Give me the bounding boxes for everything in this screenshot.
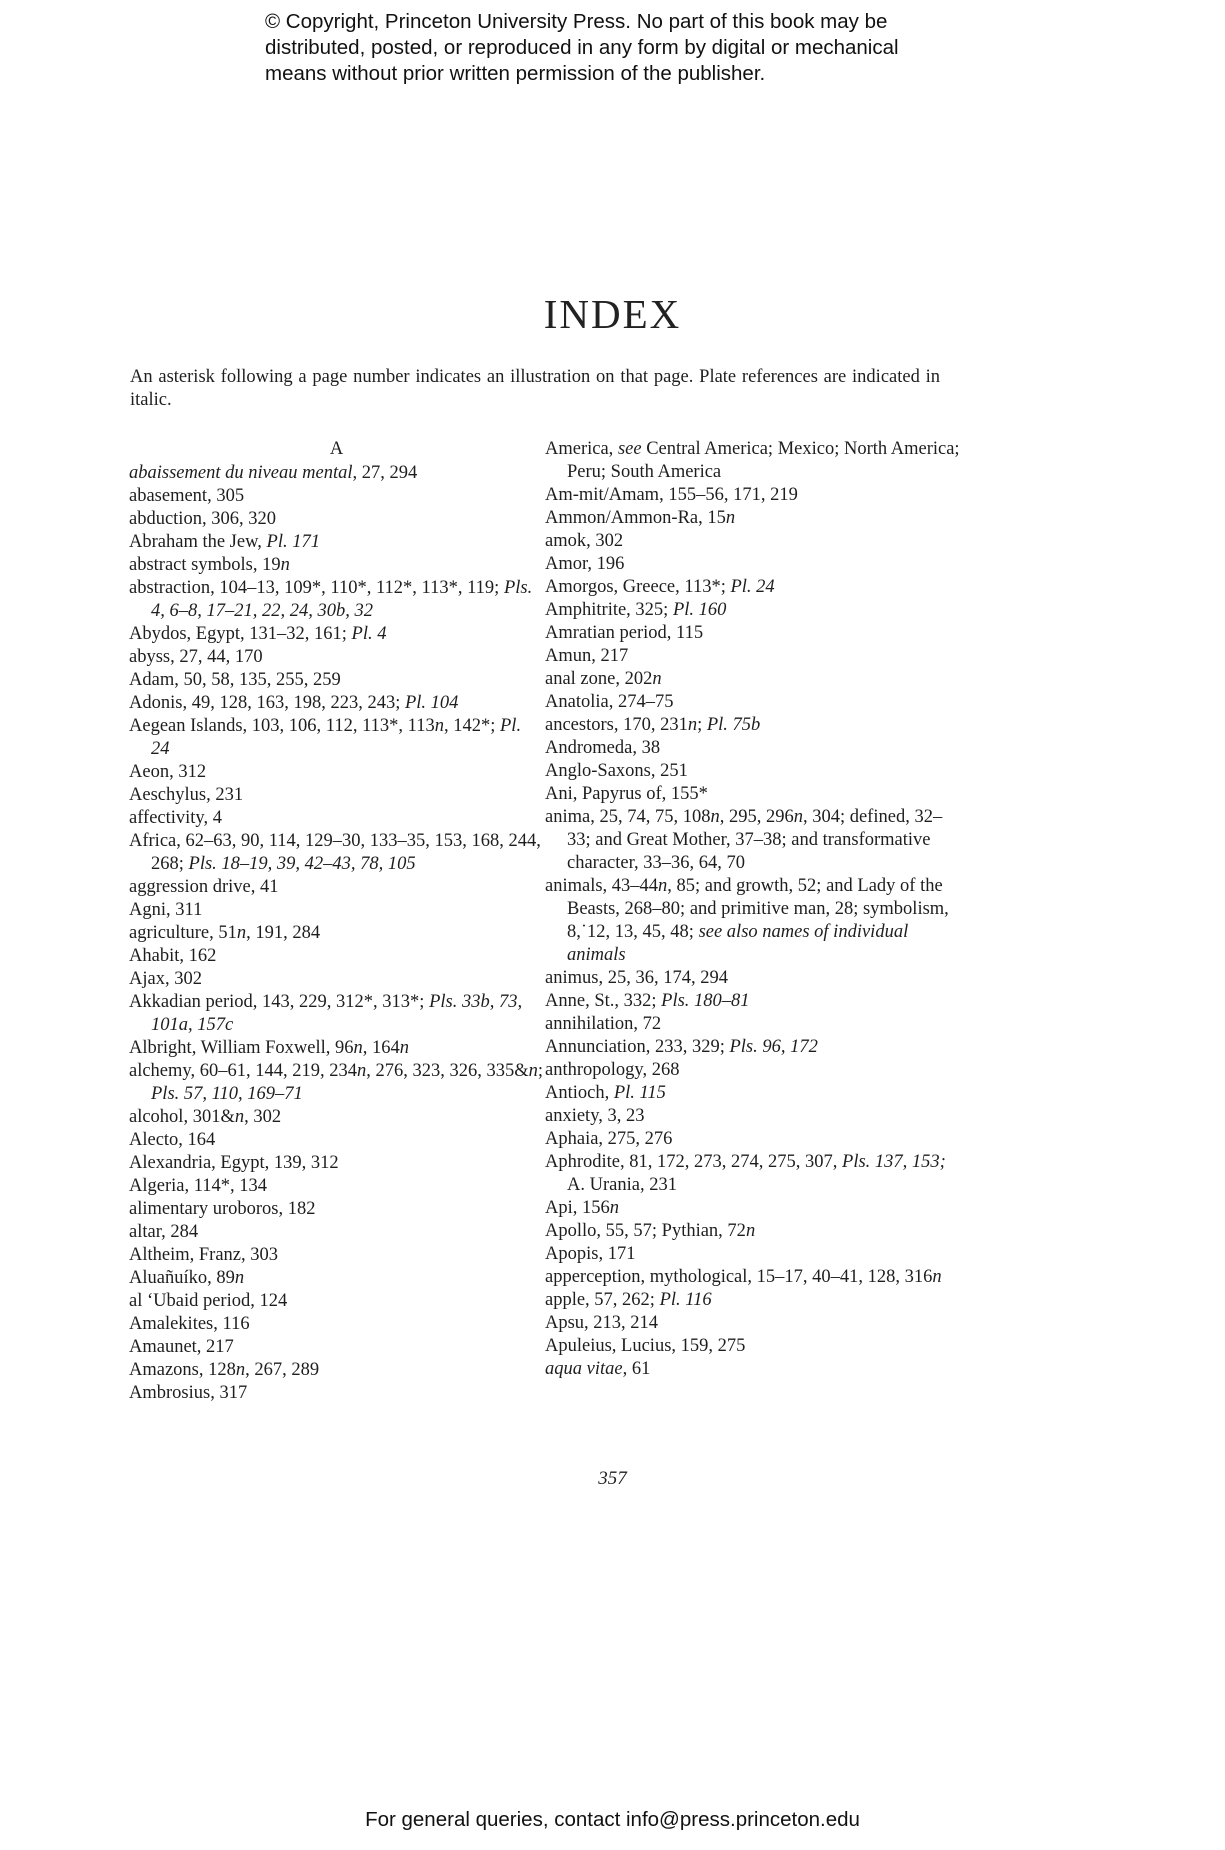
index-entry	[129, 623, 544, 646]
index-entry	[129, 1221, 544, 1244]
index-entry	[129, 761, 544, 784]
entry-text: Akkadian period, 143, 229, 312*, 313*;	[129, 992, 430, 1012]
italic-text: n	[434, 716, 444, 736]
index-entry	[129, 508, 544, 531]
entry-text: Aegean Islands, 103, 106, 112, 113*, 113	[129, 716, 435, 736]
page-title: INDEX	[543, 291, 682, 337]
index-entry	[545, 530, 960, 553]
index-entry	[129, 1267, 544, 1290]
index-entry	[129, 1060, 544, 1106]
entry-text: Aphaia, 275, 276	[545, 1129, 673, 1149]
index-entry	[545, 668, 960, 691]
index-entry	[129, 715, 544, 761]
index-entry	[545, 1358, 960, 1381]
entry-text: abyss, 27, 44, 170	[129, 647, 263, 667]
italic-text: aqua vitae	[545, 1359, 623, 1379]
index-entry	[545, 1197, 960, 1220]
index-entry	[129, 485, 544, 508]
entry-text: , 142*;	[443, 716, 500, 736]
italic-text: Pls. 18–19, 39, 42–43, 78, 105	[188, 854, 416, 874]
entry-text: , 267, 289	[245, 1360, 320, 1380]
entry-text: , 302	[244, 1107, 282, 1127]
entry-text: apperception, mythological, 15–17, 40–41, 128, 316	[545, 1267, 933, 1287]
entry-text: Agni, 311	[129, 900, 203, 920]
index-entry	[129, 554, 544, 577]
entry-text: abstract symbols, 19	[129, 555, 281, 575]
entry-text: anthropology, 268	[545, 1060, 680, 1080]
italic-text: n	[658, 876, 668, 896]
index-entry	[545, 1289, 960, 1312]
index-entry	[129, 830, 544, 876]
index-entry	[129, 1129, 544, 1152]
index-entry	[129, 807, 544, 830]
entry-text: affectivity, 4	[129, 808, 222, 828]
index-entry	[545, 990, 960, 1013]
entry-text: Central America; Mexico; North America; Peru; South America	[567, 439, 960, 482]
index-entry	[545, 691, 960, 714]
index-entry	[545, 806, 960, 875]
index-entry	[545, 967, 960, 990]
index-entry	[545, 783, 960, 806]
entry-text: alchemy, 60–61, 144, 219, 234	[129, 1061, 357, 1081]
index-entry	[545, 438, 960, 484]
entry-text: Adam, 50, 58, 135, 255, 259	[129, 670, 341, 690]
entry-text: Algeria, 114*, 134	[129, 1176, 268, 1196]
index-entry	[129, 1359, 544, 1382]
copyright-line: © Copyright, Princeton University Press. No part of this book may be	[265, 10, 888, 33]
index-entry	[545, 507, 960, 530]
index-entry	[129, 646, 544, 669]
index-entry	[129, 1037, 544, 1060]
entry-text: A. Urania, 231	[567, 1175, 677, 1195]
copyright-notice	[265, 9, 1025, 87]
italic-text: n	[528, 1061, 538, 1081]
index-entry	[129, 462, 544, 485]
index-entry	[545, 1128, 960, 1151]
entry-text: Ajax, 302	[129, 969, 202, 989]
index-entry	[129, 669, 544, 692]
entry-text: anxiety, 3, 23	[545, 1106, 645, 1126]
italic-text: Pls. 137, 153;	[842, 1152, 946, 1172]
entry-text: alimentary uroboros, 182	[129, 1199, 316, 1219]
entry-text: anal zone, 202	[545, 669, 653, 689]
index-entry	[129, 922, 544, 945]
index-entry	[129, 945, 544, 968]
italic-text: n	[356, 1061, 367, 1081]
index-entry	[129, 1382, 544, 1405]
index-entry	[545, 484, 960, 507]
index-entry	[129, 1152, 544, 1175]
entry-text: Amazons, 128	[129, 1360, 236, 1380]
entry-text: anima, 25, 74, 75, 108	[545, 807, 711, 827]
entry-text: abstraction, 104–13, 109*, 110*, 112*, 113*, 119;	[129, 578, 504, 598]
index-entry	[545, 1312, 960, 1335]
italic-text: n	[234, 1268, 245, 1288]
entry-text: America,	[545, 439, 618, 459]
entry-text: Aeschylus, 231	[129, 785, 244, 805]
entry-text: Abydos, Egypt, 131–32, 161;	[129, 624, 352, 644]
italic-text: n	[652, 669, 662, 689]
page-number: 357	[598, 1468, 627, 1489]
entry-text: Anne, St., 332;	[545, 991, 662, 1011]
index-entry	[545, 875, 960, 967]
entry-text: apple, 57, 262;	[545, 1290, 660, 1310]
index-entry	[545, 1266, 960, 1289]
entry-text: Am-mit/Amam, 155–56, 171, 219	[545, 485, 798, 505]
italic-text: Pls. 180–81	[661, 991, 750, 1011]
index-entry	[129, 1175, 544, 1198]
index-entry	[129, 692, 544, 715]
entry-list-right	[545, 438, 960, 1381]
italic-text: Pl. 24	[151, 716, 522, 759]
footer-contact: For general queries, contact info@press.princeton.edu	[365, 1808, 860, 1831]
index-entry	[545, 760, 960, 783]
entry-text: Altheim, Franz, 303	[129, 1245, 279, 1265]
index-entry	[545, 1059, 960, 1082]
italic-text: Pl. 115	[613, 1083, 666, 1103]
entry-text: , 191, 284	[246, 923, 321, 943]
italic-text: n	[235, 1360, 246, 1380]
italic-text: n	[609, 1198, 619, 1218]
italic-text: Pl. 160	[672, 600, 727, 620]
index-entry	[129, 968, 544, 991]
italic-text: Pls. 33b, 73, 101a, 157c	[151, 992, 523, 1035]
index-entry	[545, 1151, 960, 1197]
entry-text: , 164	[362, 1038, 400, 1058]
index-entry	[545, 1036, 960, 1059]
italic-text: n	[280, 555, 290, 575]
index-entry	[545, 1335, 960, 1358]
italic-text: see	[617, 439, 642, 459]
entry-text: amok, 302	[545, 531, 624, 551]
italic-text: Pl. 104	[404, 693, 459, 713]
index-entry	[545, 576, 960, 599]
entry-text: Aeon, 312	[129, 762, 207, 782]
index-entry	[129, 1244, 544, 1267]
entry-text: animus, 25, 36, 174, 294	[545, 968, 728, 988]
entry-text: Abraham the Jew,	[129, 532, 267, 552]
entry-text: Amphitrite, 325;	[545, 600, 673, 620]
entry-text: annihilation, 72	[545, 1014, 662, 1034]
entry-text: Alecto, 164	[129, 1130, 216, 1150]
entry-text: Api, 156	[545, 1198, 610, 1218]
entry-text: Anatolia, 274–75	[545, 692, 674, 712]
italic-text: n	[687, 715, 698, 735]
entry-text: Apuleius, Lucius, 159, 275	[545, 1336, 746, 1356]
index-entry	[129, 1336, 544, 1359]
entry-text: ;	[697, 715, 707, 735]
index-column-left	[129, 438, 544, 1405]
entry-text: ancestors, 170, 231	[545, 715, 688, 735]
entry-text: Amun, 217	[545, 646, 629, 666]
index-entry	[545, 1105, 960, 1128]
entry-text: alcohol, 301&	[129, 1107, 235, 1127]
index-entry	[129, 1313, 544, 1336]
index-entry	[545, 622, 960, 645]
entry-text: animals, 43–44	[545, 876, 659, 896]
italic-text: Pl. 171	[266, 532, 320, 552]
entry-text: abasement, 305	[129, 486, 245, 506]
entry-text: altar, 284	[129, 1222, 199, 1242]
italic-text: n	[745, 1221, 756, 1241]
entry-text: Ambrosius, 317	[129, 1383, 248, 1403]
entry-text: Amorgos, Greece, 113*;	[545, 577, 731, 597]
italic-text: Pl. 24	[730, 577, 775, 597]
italic-text: Pl. 4	[351, 624, 387, 644]
entry-text: Ammon/Ammon-Ra, 15	[545, 508, 726, 528]
entry-text: al ‘Ubaid period, 124	[129, 1291, 288, 1311]
section-letter: A	[329, 439, 344, 459]
index-entry	[129, 1290, 544, 1313]
entry-text: Alexandria, Egypt, 139, 312	[129, 1153, 339, 1173]
index-column-right	[545, 438, 960, 1381]
entry-text: Albright, William Foxwell, 96	[129, 1038, 354, 1058]
entry-text: Adonis, 49, 128, 163, 198, 223, 243;	[129, 693, 405, 713]
entry-text: Antioch,	[545, 1083, 614, 1103]
index-entry	[129, 1106, 544, 1129]
entry-text: Aluañuíko, 89	[129, 1268, 235, 1288]
index-entry	[129, 784, 544, 807]
index-entry	[545, 1013, 960, 1036]
entry-text: , 276, 323, 326, 335&	[366, 1061, 529, 1081]
entry-text: Ani, Papyrus of, 155*	[545, 784, 708, 804]
index-entry	[545, 553, 960, 576]
entry-text: aggression drive, 41	[129, 877, 279, 897]
entry-text: Anglo-Saxons, 251	[545, 761, 688, 781]
entry-text: Andromeda, 38	[545, 738, 661, 758]
entry-text: Annunciation, 233, 329;	[545, 1037, 730, 1057]
entry-text: Apollo, 55, 57; Pythian, 72	[545, 1221, 746, 1241]
index-intro: An asterisk following a page number indicates an illustration on that page. Plate references are indicated in italic.	[130, 367, 940, 410]
entry-text: Africa, 62–63, 90, 114, 129–30, 133–35, 153, 168, 244, 268;	[129, 831, 541, 874]
entry-text: , 61	[622, 1359, 651, 1379]
copyright-line: means without prior written permission of the publisher.	[265, 62, 766, 85]
entry-text: Amalekites, 116	[129, 1314, 250, 1334]
italic-text: see also names of individual animals	[567, 922, 909, 965]
index-entry	[545, 645, 960, 668]
entry-text: Ahabit, 162	[129, 946, 217, 966]
italic-text: n	[793, 807, 803, 827]
entry-text: , 304; defined, 32–33; and Great Mother, 37–38; and transformative character, 33–36, 64, 70	[567, 807, 943, 873]
index-entry	[129, 531, 544, 554]
entry-list-left	[129, 462, 544, 1405]
italic-text: n	[710, 807, 720, 827]
index-entry	[129, 1198, 544, 1221]
italic-text: abaissement du niveau mental	[129, 463, 353, 483]
italic-text: n	[236, 923, 247, 943]
italic-text: n	[932, 1267, 942, 1287]
index-entry	[129, 991, 544, 1037]
entry-text: Amor, 196	[545, 554, 625, 574]
italic-text: n	[353, 1038, 363, 1058]
italic-text: n	[234, 1107, 245, 1127]
entry-text: Aphrodite, 81, 172, 273, 274, 275, 307,	[545, 1152, 843, 1172]
italic-text: Pls. 57, 110, 169–71	[151, 1084, 303, 1104]
index-entry	[129, 899, 544, 922]
entry-text: Apsu, 213, 214	[545, 1313, 659, 1333]
entry-text: agriculture, 51	[129, 923, 237, 943]
entry-text: Amaunet, 217	[129, 1337, 234, 1357]
entry-text: , 85; and growth, 52; and Lady of the Beasts, 268–80; and primitive man, 28; symbolism, 8,˙12, 13, 45, 48;	[567, 876, 949, 942]
entry-text: Amratian period, 115	[545, 623, 704, 643]
italic-text: Pl. 75b	[706, 715, 761, 735]
entry-text: , 27, 294	[352, 463, 418, 483]
copyright-line: distributed, posted, or reproduced in any form by digital or mechanical	[265, 36, 899, 59]
entry-text: ;	[537, 1061, 543, 1081]
index-entry	[545, 1243, 960, 1266]
italic-text: Pl. 116	[659, 1290, 712, 1310]
entry-text: Apopis, 171	[545, 1244, 636, 1264]
italic-text: n	[725, 508, 736, 528]
entry-text: , 295, 296	[719, 807, 794, 827]
index-entry	[129, 577, 544, 623]
italic-text: Pls. 4, 6–8, 17–21, 22, 24, 30b, 32	[151, 578, 533, 621]
index-entry	[545, 714, 960, 737]
index-entry	[545, 1082, 960, 1105]
index-entry	[545, 1220, 960, 1243]
index-entry	[545, 737, 960, 760]
entry-text: abduction, 306, 320	[129, 509, 276, 529]
index-entry	[129, 876, 544, 899]
italic-text: n	[399, 1038, 410, 1058]
index-entry	[545, 599, 960, 622]
italic-text: Pls. 96, 172	[729, 1037, 818, 1057]
